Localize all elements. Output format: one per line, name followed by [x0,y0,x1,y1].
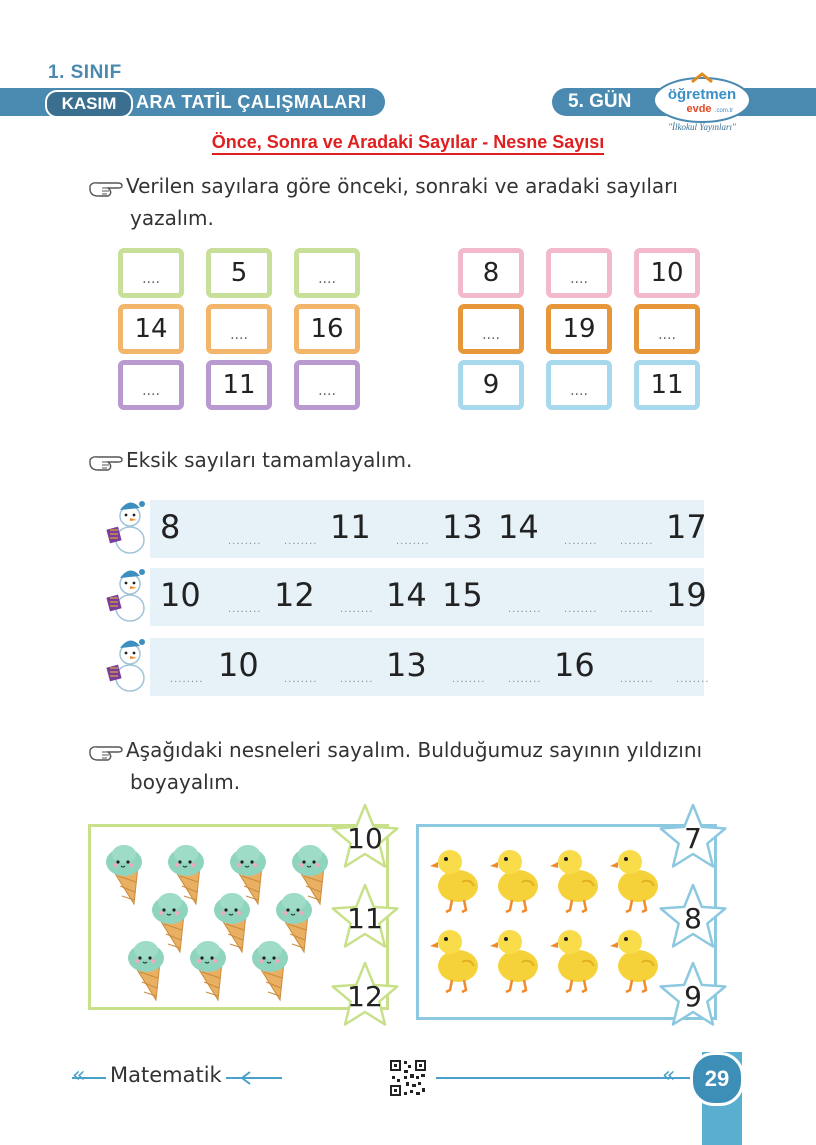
star-number: 10 [347,822,383,855]
logo-domain-text: .com.tr [714,108,734,114]
day-label: 5. GÜN [568,91,632,112]
section-title: Önce, Sonra ve Aradaki Sayılar - Nesne Sayısı [0,132,816,153]
sequence-number: 17 [666,508,707,546]
ice-cream-icon [246,938,296,1004]
answer-blank[interactable]: ........ [452,674,486,685]
number-box-left-2-1: 11 [206,360,272,410]
sequence-number: 10 [160,576,201,614]
answer-blank[interactable]: ........ [676,674,710,685]
snowman-icon [104,632,150,694]
sequence-number: 19 [666,576,707,614]
duckling-icon [548,922,604,994]
footer-arrows-right: « [662,1063,676,1088]
answer-blank[interactable]: ........ [396,536,430,547]
answer-blank[interactable]: ........ [284,536,318,547]
footer-line-right [436,1077,692,1079]
activity2-instruction: Eksik sayıları tamamlayalım. [88,444,412,476]
footer-arrows-left: « [72,1063,86,1088]
star-number: 11 [347,902,383,935]
number-box-left-0-1: 5 [206,248,272,298]
number-box-right-0-0: 8 [458,248,524,298]
answer-box-right-0-1[interactable]: .... [546,248,612,298]
answer-box-left-0-0[interactable]: .... [118,248,184,298]
snowman-icon [104,562,150,624]
answer-blank[interactable]: ........ [564,536,598,547]
answer-blank[interactable]: ........ [228,536,262,547]
pointing-hand-icon [88,450,126,474]
activity1-instruction: Verilen sayılara göre önceki, sonraki ve aradaki sayıları yazalım. [88,170,678,234]
publisher-logo [652,72,752,134]
sequence-number: 14 [386,576,427,614]
month-badge: KASIM [45,90,133,118]
sequence-number: 10 [218,646,259,684]
answer-blank[interactable]: ........ [564,604,598,615]
duckling-icon [488,922,544,994]
duckling-icon [428,842,484,914]
answer-box-left-1-1[interactable]: .... [206,304,272,354]
grade-label: 1. SINIF [48,62,122,83]
sequence-number: 14 [498,508,539,546]
answer-blank[interactable]: ........ [284,674,318,685]
ice-cream-icon [122,938,172,1004]
number-box-right-2-2: 11 [634,360,700,410]
pointing-hand-icon [88,740,126,764]
answer-blank[interactable]: ........ [340,674,374,685]
number-box-right-1-1: 19 [546,304,612,354]
duckling-icon [488,842,544,914]
number-box-right-0-2: 10 [634,248,700,298]
logo-sub-text: evde [686,103,712,115]
qr-code-icon [388,1058,428,1098]
sequence-number: 12 [274,576,315,614]
answer-blank[interactable]: ........ [228,604,262,615]
sequence-number: 13 [386,646,427,684]
sequence-row [150,500,704,558]
answer-blank[interactable]: ........ [170,674,204,685]
star-number: 9 [684,980,702,1013]
answer-blank[interactable]: ........ [508,604,542,615]
answer-box-left-2-0[interactable]: .... [118,360,184,410]
answer-blank[interactable]: ........ [508,674,542,685]
answer-box-right-2-1[interactable]: .... [546,360,612,410]
footer-subject: Matematik [106,1063,226,1087]
ice-cream-icon [100,842,150,908]
number-box-left-1-0: 14 [118,304,184,354]
star-number: 8 [684,902,702,935]
answer-blank[interactable]: ........ [340,604,374,615]
sequence-number: 11 [330,508,371,546]
star-number: 12 [347,980,383,1013]
answer-blank[interactable]: ........ [620,674,654,685]
number-box-left-1-2: 16 [294,304,360,354]
number-box-right-2-0: 9 [458,360,524,410]
sequence-number: 8 [160,508,181,546]
answer-box-left-0-2[interactable]: .... [294,248,360,298]
sequence-number: 16 [554,646,595,684]
duckling-icon [428,922,484,994]
answer-blank[interactable]: ........ [620,536,654,547]
sequence-number: 13 [442,508,483,546]
activity3-instruction: Aşağıdaki nesneleri sayalım. Bulduğumuz sayının yıldızını boyayalım. [88,734,702,798]
answer-blank[interactable]: ........ [620,604,654,615]
answer-box-left-2-2[interactable]: .... [294,360,360,410]
duckling-icon [548,842,604,914]
ice-cream-icon [184,938,234,1004]
answer-box-right-1-2[interactable]: .... [634,304,700,354]
sequence-number: 15 [442,576,483,614]
answer-box-right-1-0[interactable]: .... [458,304,524,354]
sequence-row [150,568,704,626]
pointing-hand-icon [88,176,126,200]
snowman-icon [104,494,150,556]
header-title: ARA TATİL ÇALIŞMALARI [136,92,367,112]
page-number: 29 [690,1052,744,1106]
arrow-left-icon [238,1070,278,1086]
star-number: 7 [684,822,702,855]
logo-main-text: öğretmen [667,86,737,103]
logo-tagline: "İlkokul Yayınları" [668,122,736,132]
